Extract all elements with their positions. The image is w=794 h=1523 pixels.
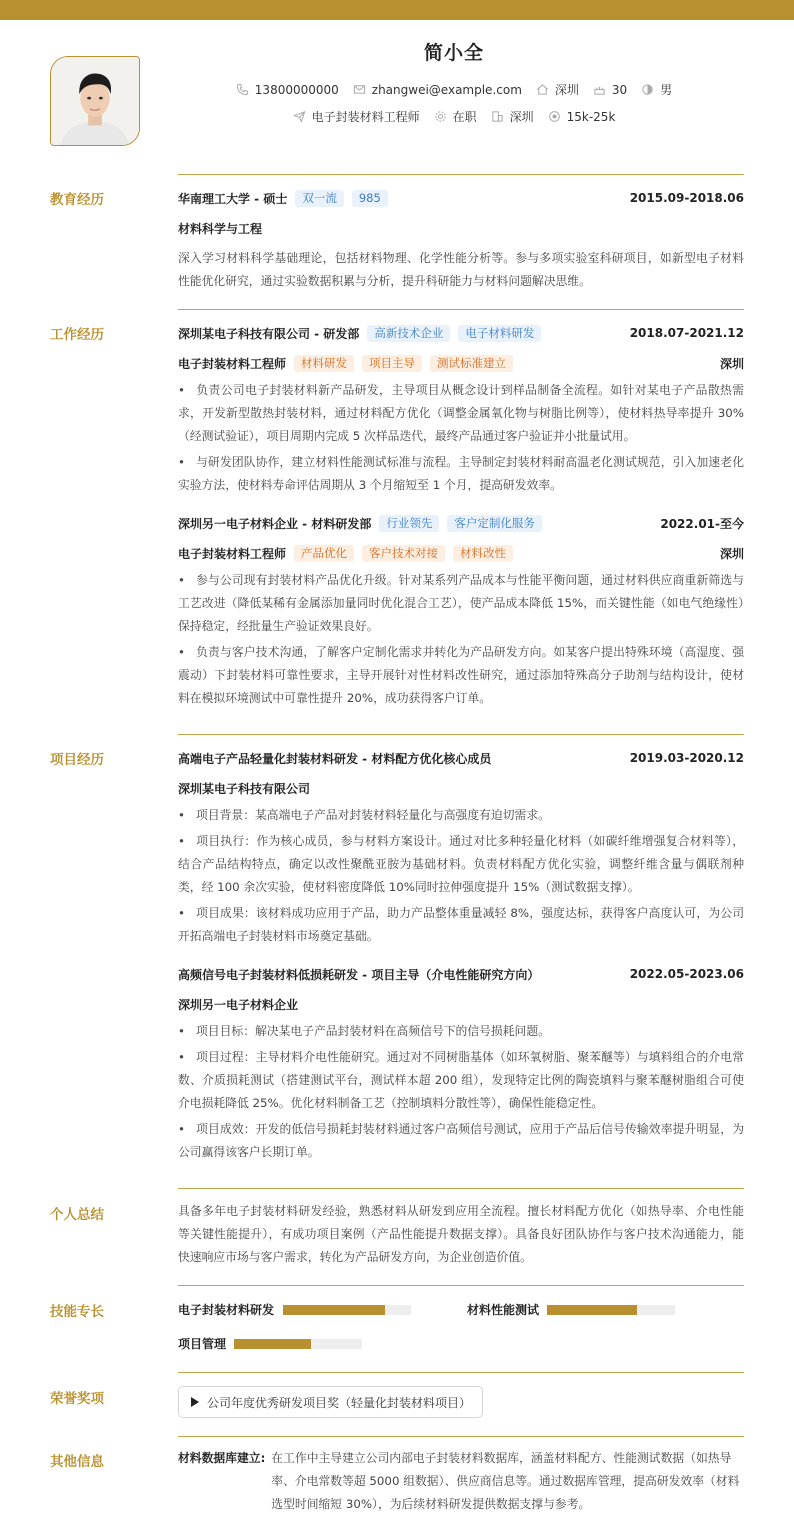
other-info-key: 材料数据库建立: <box>178 1451 266 1465</box>
work-bullet: • 与研发团队协作，建立材料性能测试标准与流程。主导制定封装材料耐高温老化测试规范，引入加速老化实验方法，使材料寿命评估周期从 3 个月缩短至 1 个月，提高研发效率。 <box>178 455 744 492</box>
project-company: 深圳另一电子材料企业 <box>178 997 299 1012</box>
school-tag: 985 <box>352 190 388 207</box>
skills-section-title: 技能专长 <box>50 1304 104 1320</box>
skills-divider <box>178 1285 744 1286</box>
education-date: 2015.09-2018.06 <box>629 191 744 205</box>
skill-name: 材料性能测试 <box>467 1303 540 1317</box>
phone-text: 13800000000 <box>254 82 339 97</box>
email-text: zhangwei@example.com <box>371 82 522 97</box>
project-title: 高频信号电子封装材料低损耗研发 - 项目主导（介电性能研究方向） <box>178 967 540 982</box>
work-entry <box>178 324 744 497</box>
skill-item <box>178 1301 411 1318</box>
award-item[interactable] <box>178 1386 483 1418</box>
age-text: 30 <box>611 82 628 97</box>
job-intent-row <box>0 108 794 125</box>
education-section-title: 教育经历 <box>50 192 104 208</box>
work-entry <box>178 514 744 710</box>
role-tag: 产品优化 <box>294 545 354 562</box>
home-icon <box>536 83 549 96</box>
avatar-portrait-icon <box>51 57 139 145</box>
skill-item <box>467 1301 675 1318</box>
email-icon <box>353 83 366 96</box>
company-tag: 高新技术企业 <box>367 325 450 342</box>
skill-bar-fill <box>283 1305 385 1315</box>
gender-text: 男 <box>660 83 673 97</box>
work-date: 2018.07-2021.12 <box>629 326 744 340</box>
work-section-title: 工作经历 <box>50 327 104 343</box>
skill-bar <box>283 1305 411 1315</box>
project-section-title: 项目经历 <box>50 752 104 768</box>
project-bullet: • 项目成效：开发的低信号损耗封装材料通过客户高频信号测试，应用于产品后信号传输效率提升明显，为公司赢得该客户长期订单。 <box>178 1122 744 1159</box>
skill-bar <box>234 1339 362 1349</box>
company-name: 深圳另一电子材料企业 - 材料研发部 <box>178 516 372 531</box>
cake-icon <box>593 83 606 96</box>
gear-icon <box>434 110 447 123</box>
coin-icon <box>548 110 561 123</box>
major-name: 材料科学与工程 <box>178 221 263 236</box>
company-tag: 电子材料研发 <box>458 325 541 342</box>
other-info-item <box>178 1447 744 1516</box>
project-divider <box>178 734 744 735</box>
project-bullet: • 项目过程：主导材料介电性能研究。通过对不同树脂基体（如环氧树脂、聚苯醚等）与填料组合的介电常数、介质损耗测试（搭建测试平台，测试样本超 200 组），发现特定比例的陶瓷填料与聚苯醚树脂组合可使介电损耗降低 25%。优化材料制备工艺（控制填料分散性等），确保性能稳定性。 <box>178 1050 744 1110</box>
skill-name: 项目管理 <box>178 1337 227 1351</box>
work-date: 2022.01-至今 <box>660 516 744 531</box>
role-tag: 项目主导 <box>362 355 422 372</box>
work-bullet: • 负责公司电子封装材料新产品研发，主导项目从概念设计到样品制备全流程。如针对某电子产品散热需求，开发新型散热封装材料，通过材料配方优化（调整金属氧化物与树脂比例等），使材料热导率提升 30%（经测试验证），项目周期内完成 5 次样品迭代，最终产品通过客户验证并小批量试用。 <box>178 383 744 443</box>
role-name: 电子封装材料工程师 <box>178 356 287 371</box>
role-tag: 测试标准建立 <box>430 355 513 372</box>
work-divider <box>178 309 744 310</box>
expand-triangle-icon[interactable] <box>191 1397 199 1407</box>
skill-bar <box>547 1305 675 1315</box>
school-tag: 双一流 <box>295 190 344 207</box>
other-info-value: 在工作中主导建立公司内部电子封装材料数据库，涵盖材料配方、性能测试数据（如热导率、介电常数等超 5000 组数据）、供应商信息等。通过数据库管理，提高研发效率（材料选型时间缩短 30%），为后续材料研发提供数据支撑与参考。 <box>271 1451 740 1511</box>
other-section-title: 其他信息 <box>50 1454 104 1470</box>
project-entry <box>178 749 744 948</box>
project-title: 高端电子产品轻量化封装材料研发 - 材料配方优化核心成员 <box>178 751 492 766</box>
education-description: 深入学习材料科学基础理论，包括材料物理、化学性能分析等。参与多项实验室科研项目，如新型电子材料性能优化研究，通过实验数据积累与分析，提升科研能力与材料问题解决思维。 <box>178 251 744 288</box>
building-icon <box>491 110 504 123</box>
skill-bar-fill <box>547 1305 637 1315</box>
work-bullet: • 参与公司现有封装材料产品优化升级。针对某系列产品成本与性能平衡问题，通过材料供应商重新筛选与工艺改进（降低某稀有金属添加量同时优化混合工艺），使产品成本降低 15%，而关键性能（如电气绝缘性）保持稳定，经批量生产验证效果良好。 <box>178 573 744 633</box>
send-icon <box>293 110 306 123</box>
project-bullet: • 项目执行：作为核心成员，参与材料方案设计。通过对比多种轻量化材料（如碳纤维增强复合材料等），结合产品结构特点，确定以改性聚酰亚胺为基础材料。负责材料配方优化实验，调整纤维含量与偶联剂种类，经 100 余次实验，使材料密度降低 10%同时拉伸强度提升 15%（测试数据支撑）。 <box>178 834 744 894</box>
project-company: 深圳某电子科技有限公司 <box>178 781 311 796</box>
education-entry <box>178 189 744 293</box>
project-bullet: • 项目成果：该材料成功应用于产品，助力产品整体重量减轻 8%，强度达标，获得客户高度认可，为公司开拓高端电子封装材料市场奠定基础。 <box>178 906 744 943</box>
skill-item <box>178 1335 362 1352</box>
work-bullet: • 负责与客户技术沟通，了解客户定制化需求并转化为产品研发方向。如某客户提出特殊环境（高湿度、强震动）下封装材料可靠性要求，主导开展针对性材料改性研究，通过添加特殊高分子助剂与结构设计，使材料在模拟环境测试中可靠性提升 20%，成功获得客户订单。 <box>178 645 744 705</box>
role-tag: 材料改性 <box>453 545 513 562</box>
position-text: 电子封装材料工程师 <box>311 110 420 124</box>
salary-text: 15k-25k <box>566 109 616 124</box>
education-divider <box>178 174 744 175</box>
company-tag: 行业领先 <box>379 515 439 532</box>
company-name: 深圳某电子科技有限公司 - 研发部 <box>178 326 360 341</box>
candidate-name: 简小全 <box>423 42 484 64</box>
company-tag: 客户定制化服务 <box>447 515 542 532</box>
award-text: 公司年度优秀研发项目奖（轻量化封装材料项目） <box>207 1395 472 1410</box>
school-name: 华南理工大学 - 硕士 <box>178 191 288 206</box>
city-text: 深圳 <box>554 83 579 97</box>
project-bullet: • 项目背景：某高端电子产品对封装材料轻量化与高强度有迫切需求。 <box>178 808 550 822</box>
work-city: 深圳 <box>719 546 744 561</box>
summary-divider <box>178 1188 744 1189</box>
role-name: 电子封装材料工程师 <box>178 546 287 561</box>
contact-info-row <box>0 81 794 98</box>
summary-text: 具备多年电子封装材料研发经验，熟悉材料从研发到应用全流程。擅长材料配方优化（如热导率、介电性能等关键性能提升），有成功项目案例（产品性能提升数据支撑）。具备良好团队协作与客户技术沟通能力，能快速响应市场与客户需求，转化为产品研发方向，为企业创造价值。 <box>178 1204 744 1264</box>
project-entry <box>178 965 744 1164</box>
summary-section-title: 个人总结 <box>50 1207 104 1223</box>
role-tag: 客户技术对接 <box>362 545 445 562</box>
work-city: 深圳 <box>719 356 744 371</box>
project-date: 2019.03-2020.12 <box>629 751 744 765</box>
phone-icon <box>236 83 249 96</box>
role-tag: 材料研发 <box>294 355 354 372</box>
project-date: 2022.05-2023.06 <box>629 967 744 981</box>
awards-section-title: 荣誉奖项 <box>50 1391 104 1407</box>
skill-name: 电子封装材料研发 <box>178 1303 275 1317</box>
awards-divider <box>178 1372 744 1373</box>
top-accent-bar <box>0 0 794 20</box>
avatar <box>50 56 140 146</box>
project-bullet: • 项目目标：解决某电子产品封装材料在高频信号下的信号损耗问题。 <box>178 1024 550 1038</box>
gender-icon <box>641 83 654 96</box>
skill-bar-fill <box>234 1339 311 1349</box>
status-text: 在职 <box>452 110 477 124</box>
other-divider <box>178 1436 744 1437</box>
target-city-text: 深圳 <box>509 110 534 124</box>
